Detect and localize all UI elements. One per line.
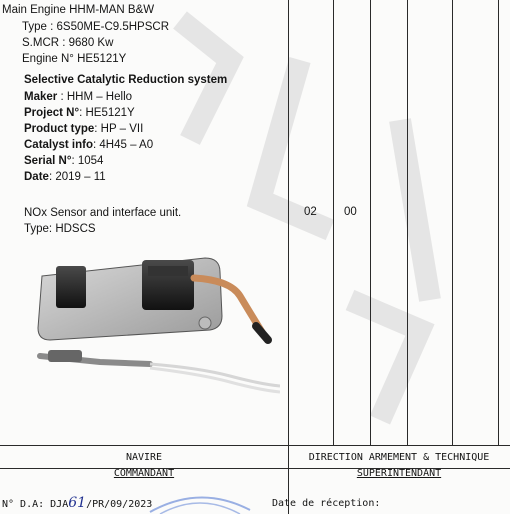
scr-maker: Maker : HHM – Hello: [24, 91, 133, 103]
engine-number: Engine N° HE5121Y: [22, 53, 127, 65]
engine-smcr: S.MCR : 9680 Kw: [22, 37, 114, 49]
column-value-a: 02: [304, 206, 317, 218]
nox-sensor-photo: [30, 236, 280, 406]
engine-title: Main Engine HHM-MAN B&W: [2, 4, 155, 16]
scr-date: Date: 2019 – 11: [24, 171, 106, 183]
footer-superintendant: SUPERINTENDANT: [356, 468, 442, 479]
sensor-name: NOx Sensor and interface unit.: [24, 207, 182, 219]
footer-direction: DIRECTION ARMEMENT & TECHNIQUE: [308, 452, 490, 463]
row-divider: [0, 445, 510, 446]
handwritten-number: 61: [68, 495, 87, 511]
footer-reception-date: Date de réception:: [272, 498, 381, 509]
column-divider: [407, 0, 408, 445]
column-divider: [498, 0, 499, 445]
scr-project: Project N°: HE5121Y: [24, 107, 135, 119]
sensor-type: Type: HDSCS: [24, 223, 96, 235]
engine-type: Type : 6S50ME-C9.5HPSCR: [22, 21, 170, 33]
column-value-b: 00: [344, 206, 357, 218]
scr-catalyst: Catalyst info: 4H45 – A0: [24, 139, 154, 151]
column-divider: [370, 0, 371, 445]
stamp: [140, 488, 260, 514]
scr-product: Product type: HP – VII: [24, 123, 144, 135]
footer-commandant: COMMANDANT: [113, 468, 175, 479]
footer-da-number: N° D.A: DJA61/PR/09/2023: [2, 495, 153, 511]
footer-navire: NAVIRE: [125, 452, 163, 463]
scr-heading: Selective Catalytic Reduction system: [24, 74, 228, 86]
column-divider: [333, 0, 334, 445]
scr-serial: Serial N°: 1054: [24, 155, 104, 167]
column-divider: [452, 0, 453, 445]
column-divider: [288, 0, 289, 514]
